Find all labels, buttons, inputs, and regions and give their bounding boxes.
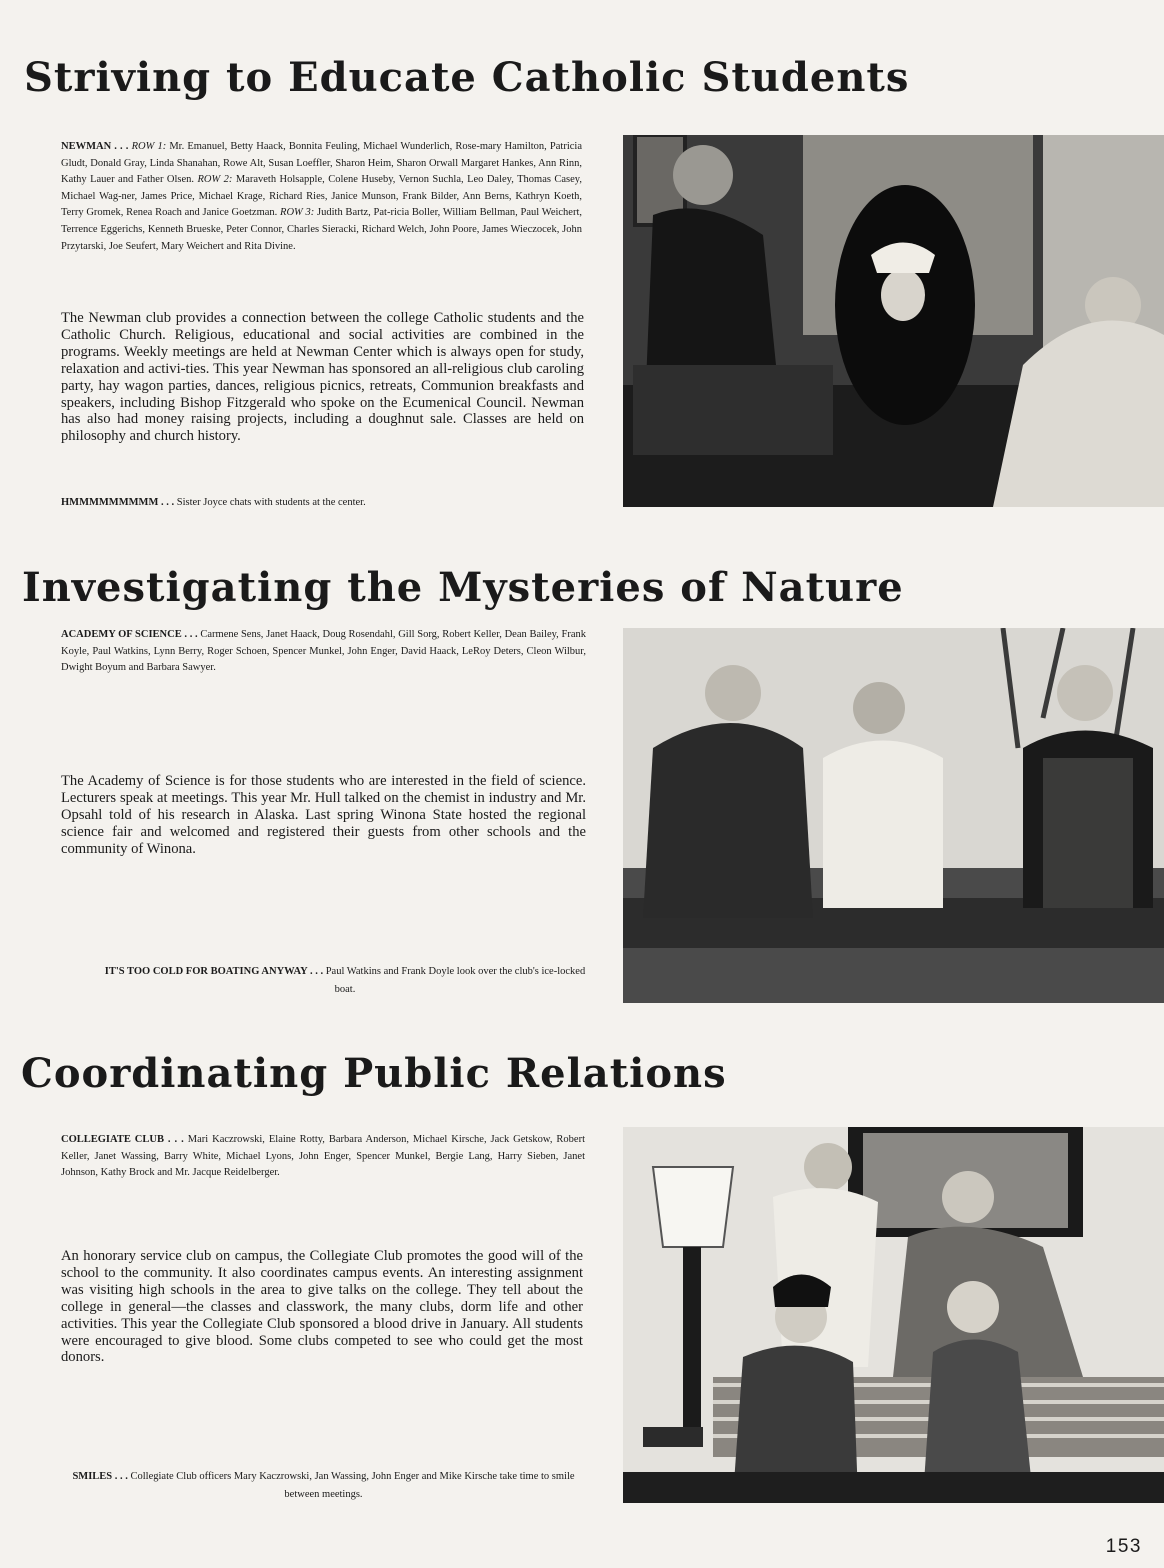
collegiate-roster: COLLEGIATE CLUB . . . Mari Kaczrowski, Elaine Rotty, Barbara Anderson, Michael Kirsche, Jack Getskow, Robert Keller, Janet Wassing, Barry White, Michael Lyons, John Enger, Spencer Munkel, Bergie Lang, Harry Sieben, Janet Johnson, Kathy Brock and Mr. Jacque Reidelberger. [61, 1134, 586, 1179]
caption-lead: IT'S TOO COLD FOR BOATING ANYWAY . . . [104, 966, 324, 977]
section-heading-newman: Striving to Educate Catholic Students [24, 54, 910, 101]
newman-photo-caption: HMMMMMMMMM . . . Sister Joyce chats with students at the center. [61, 497, 366, 508]
section-heading-science: Investigating the Mysteries of Nature [22, 564, 904, 611]
science-photo-caption: IT'S TOO COLD FOR BOATING ANYWAY . . . Paul Watkins and Frank Doyle look over the club's ice-locked boat. [104, 966, 586, 995]
science-description: The Academy of Science is for those students who are interested in the field of science. Lecturers speak at meetings. This year Mr. Hull talked on the chemist in industry and Mr. Opsahl told of his research in Alaska. Last spring Winona State hosted the regional science fair and welcomed and registered their guests from other schools and the community of Winona. [61, 773, 586, 857]
newman-photo [623, 135, 1164, 507]
collegiate-photo [623, 1127, 1164, 1503]
row-label: ROW 1: [131, 141, 167, 152]
newman-description: The Newman club provides a connection between the college Catholic students and the Catholic Church. Religious, educational and social activities are combined in the programs. Weekly meetings are held at Newman Center which is always open for study, relaxation and activi-ties. This year Newman has sponsored an all-religious club caroling party, hay wagon parties, dances, religious picnics, retreats, Communion breakfasts and speakers, including Bishop Fitzgerald who spoke on the Ecumenical Council. Newman has also had money raising projects, including a doughnut sale. Classes are held on philosophy and church history. [61, 310, 584, 445]
collegiate-description: An honorary service club on campus, the Collegiate Club promotes the good will of the school to the community. It also coordinates campus events. An interesting assignment was visiting high schools in the area to give talks on the college. They tell about the college in general—the classes and classwork, the many clubs, dorm life and other activities. This year the Collegiate Club sponsored a blood drive in January. All students were encouraged to give blood. Some clubs competed to see who could get the most donors. [61, 1248, 583, 1366]
roster-lead: NEWMAN . . . [61, 141, 129, 152]
row-label: ROW 2: [197, 174, 233, 186]
roster-lead: ACADEMY OF SCIENCE . . . [61, 629, 198, 640]
row-label: ROW 3: [280, 207, 315, 219]
caption-lead: HMMMMMMMMM . . . [61, 497, 175, 508]
page-number: 153 [1105, 1536, 1142, 1557]
section-heading-collegiate: Coordinating Public Relations [21, 1050, 727, 1097]
science-photo [623, 628, 1164, 1003]
caption-lead: SMILES . . . [72, 1471, 128, 1482]
newman-roster: NEWMAN . . . ROW 1: Mr. Emanuel, Betty Haack, Bonnita Feuling, Michael Wunderlich, Rose-mary Hamilton, Patricia Gludt, Donald Gray, Linda Shanahan, Rowe Alt, Susan Loeffler, Sharon Heim, Sharon Orwall Margaret Hankes, Ann Rinn, Kathy Lauer and Father Olsen. ROW 2: Maraveth Holsapple, Colene Huseby, Vernon Suchla, Leo Daley, Thomas Casey, Michael Wag-ner, James Price, Michael Krage, Richard Ries, Janice Munson, Frank Bilder, Ann Berns, Kathryn Koeth, Terry Gromek, Renea Roach and Janice Goetzman. ROW 3: Judith Bartz, Pat-ricia Boller, William Bellman, Paul Weichert, Terrence Eggerichs, Kenneth Brueske, Peter Connor, Charles Sieracki, Richard Welch, John Poore, James Wieczocek, John Przytarski, Joe Seufert, Mary Weichert and Rita Divine. [61, 141, 583, 252]
science-roster: ACADEMY OF SCIENCE . . . Carmene Sens, Janet Haack, Doug Rosendahl, Gill Sorg, Robert Keller, Dean Bailey, Frank Koyle, Paul Watkins, Lynn Berry, Roger Schoen, Spencer Munkel, John Enger, David Haack, LeRoy Deters, Cleon Wilbur, Dwight Boyum and Barbara Sawyer. [61, 629, 586, 674]
roster-lead: COLLEGIATE CLUB . . . [61, 1134, 184, 1145]
collegiate-photo-caption: SMILES . . . Collegiate Club officers Mary Kaczrowski, Jan Wassing, John Enger and Mike Kirsche take time to smile between meetings. [72, 1471, 575, 1500]
